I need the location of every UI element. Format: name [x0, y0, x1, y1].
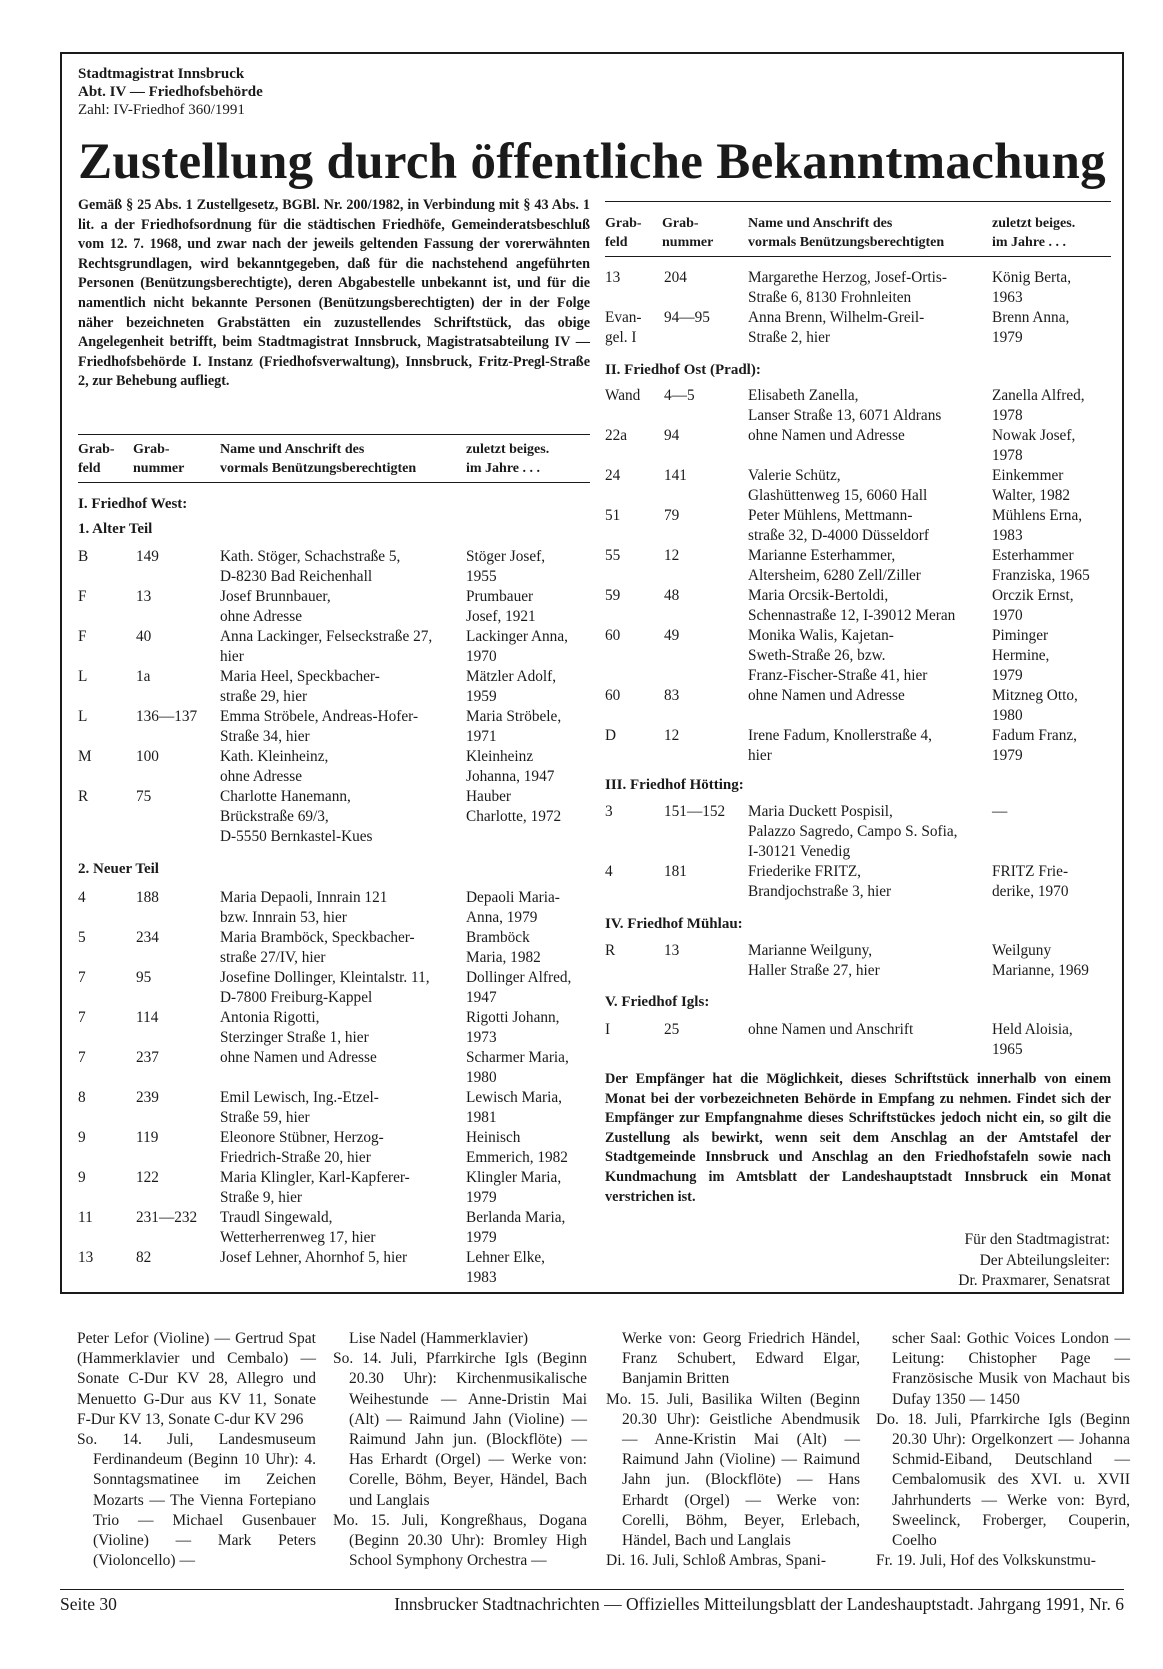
- last-buried: Brenn Anna, 1979: [992, 309, 1070, 346]
- last-buried: Mätzler Adolf, 1959: [466, 668, 557, 705]
- left-table-top-rule: [78, 434, 590, 435]
- holder-name-address: Josef Brunnbauer, ohne Adresse: [220, 588, 331, 625]
- grab-nummer: 75: [136, 788, 152, 805]
- grab-nummer: 239: [136, 1089, 159, 1106]
- last-buried: Bramböck Maria, 1982: [466, 929, 541, 966]
- grab-feld: 60: [605, 687, 621, 704]
- grab-feld: 60: [605, 627, 621, 644]
- grab-nummer: 1a: [136, 668, 151, 685]
- last-buried: Held Aloisia, 1965: [992, 1021, 1073, 1058]
- holder-name-address: Josef Lehner, Ahornhof 5, hier: [220, 1249, 408, 1266]
- last-buried: Heinisch Emmerich, 1982: [466, 1129, 568, 1166]
- subsection-neuer-teil: 2. Neuer Teil: [78, 861, 159, 877]
- grab-nummer: 40: [136, 628, 152, 645]
- holder-name-address: Maria Duckett Pospisil, Palazzo Sagredo, Campo S. Sofia, I-30121 Venedig: [748, 803, 958, 860]
- last-buried: Mitzneg Otto, 1980: [992, 687, 1078, 724]
- right-table-top-rule: [605, 201, 1111, 202]
- last-buried: Dollinger Alfred, 1947: [466, 969, 572, 1006]
- last-buried: König Berta, 1963: [992, 269, 1072, 306]
- holder-name-address: Anna Brenn, Wilhelm-Greil- Straße 2, hier: [748, 309, 925, 346]
- holder-name-address: Eleonore Stübner, Herzog- Friedrich-Straße 20, hier: [220, 1129, 384, 1166]
- last-buried: Einkemmer Walter, 1982: [992, 467, 1071, 504]
- holder-name-address: ohne Namen und Adresse: [748, 687, 905, 704]
- grab-nummer: 94—95: [664, 309, 710, 326]
- grab-nummer: 13: [136, 588, 152, 605]
- last-buried: Lackinger Anna, 1970: [466, 628, 568, 665]
- last-buried: FRITZ Frie- derike, 1970: [992, 863, 1069, 900]
- grab-nummer: 188: [136, 889, 159, 906]
- grab-nummer: 122: [136, 1169, 159, 1186]
- last-buried: Mühlens Erna, 1983: [992, 507, 1083, 544]
- column-paragraph: Mo. 15. Juli, Kongreßhaus, Dogana (Beginn 20.30 Uhr): Bromley High School Symphony Orchestra —: [333, 1511, 587, 1570]
- grab-nummer: 82: [136, 1249, 152, 1266]
- footer-publication-title: Innsbrucker Stadtnachrichten — Offizielles Mitteilungsblatt der Landeshauptstadt. Jahrgang 1991, Nr. 6: [394, 1594, 1124, 1614]
- last-buried: Scharmer Maria, 1980: [466, 1049, 569, 1086]
- grab-nummer: 237: [136, 1049, 159, 1066]
- grab-feld: 9: [78, 1129, 86, 1146]
- grab-feld: 3: [605, 803, 613, 820]
- holder-name-address: Marianne Weilguny, Haller Straße 27, hier: [748, 942, 880, 979]
- grab-feld: 7: [78, 1009, 86, 1026]
- column-paragraph: So. 14. Juli, Pfarrkirche Igls (Beginn 20.30 Uhr): Kirchenmusikalische Weihestunde — Anne-Dristin Mai (Alt) — Raimund Jahn (Violine) — Raimund Jahn jun. (Blockflöte) — Has Erhardt (Orgel) — Werke von: Corelle, Böhm, Beyer, Händel, Bach und Langlais: [333, 1350, 587, 1509]
- last-buried: Piminger Hermine, 1979: [992, 627, 1050, 684]
- holder-name-address: Maria Klingler, Karl-Kapferer- Straße 9, hier: [220, 1169, 410, 1206]
- section-friedhof-ost: II. Friedhof Ost (Pradl):: [605, 362, 761, 378]
- last-buried: Berlanda Maria, 1979: [466, 1209, 566, 1246]
- last-buried: —: [992, 803, 1008, 820]
- holder-name-address: Antonia Rigotti, Sterzinger Straße 1, hier: [220, 1009, 369, 1046]
- section-friedhof-igls: V. Friedhof Igls:: [605, 994, 710, 1010]
- grab-feld: 55: [605, 547, 621, 564]
- last-buried: Klingler Maria, 1979: [466, 1169, 562, 1206]
- right-header-beiges: zuletzt beiges. im Jahre . . .: [992, 216, 1076, 250]
- grab-feld: 59: [605, 587, 621, 604]
- column-paragraph: scher Saal: Gothic Voices London — Leitung: Chistopher Page — Französische Musik von Machaut bis Dufay 1350 — 1450: [892, 1330, 1130, 1408]
- grab-feld: 7: [78, 1049, 86, 1066]
- grab-nummer: 149: [136, 548, 159, 565]
- authority-name: Stadtmagistrat Innsbruck: [78, 66, 245, 82]
- holder-name-address: Anna Lackinger, Felseckstraße 27, hier: [220, 628, 433, 665]
- grab-nummer: 114: [136, 1009, 159, 1026]
- section-friedhof-hoetting: III. Friedhof Hötting:: [605, 777, 744, 793]
- column-paragraph: So. 14. Juli, Landesmuseum Ferdinandeum (Beginn 10 Uhr): 4. Sonntagsmatinee im Zeichen Mozarts — The Vienna Fortepiano Trio — Michael Gusenbauer (Violine) — Mark Peters (Violoncello) —: [77, 1431, 316, 1570]
- grab-nummer: 94: [664, 427, 680, 444]
- grab-feld: F: [78, 628, 87, 645]
- last-buried: Maria Ströbele, 1971: [466, 708, 562, 745]
- grab-nummer: 83: [664, 687, 680, 704]
- holder-name-address: Margarethe Herzog, Josef-Ortis- Straße 6, 8130 Frohnleiten: [748, 269, 947, 306]
- left-header-name: Name und Anschrift des vormals Benützungsberechtigten: [220, 442, 417, 476]
- grab-nummer: 13: [664, 942, 680, 959]
- holder-name-address: Kath. Kleinheinz, ohne Adresse: [220, 748, 329, 785]
- text-column-1: [77, 1329, 316, 1571]
- grab-nummer: 48: [664, 587, 680, 604]
- grab-feld: F: [78, 588, 87, 605]
- last-buried: Prumbauer Josef, 1921: [466, 588, 536, 625]
- grab-feld: M: [78, 748, 92, 765]
- last-buried: Orczik Ernst, 1970: [992, 587, 1074, 624]
- right-header-grabnummer: Grab- nummer: [662, 216, 714, 250]
- grab-nummer: 181: [664, 863, 687, 880]
- holder-name-address: Monika Walis, Kajetan- Sweth-Straße 26, bzw. Franz-Fischer-Straße 41, hier: [748, 627, 928, 684]
- holder-name-address: Kath. Stöger, Schachstraße 5, D-8230 Bad Reichenhall: [220, 548, 401, 585]
- intro-paragraph: Gemäß § 25 Abs. 1 Zustellgesetz, BGBl. Nr. 200/1982, in Verbindung mit § 43 Abs. 1 lit. a der Friedhofsordnung für die städtischen Friedhöfe, Gemeinderatsbeschluß vom 12. 7. 1968, und zwar nach der jeweils geltenden Fassung der vorerwähnten Rechtsgrundlagen, wird bekanntgegeben, daß für die nachstehend angeführten Personen (Benützungsberechtigte), deren Abgabestelle unbekannt ist, und für die namentlich nicht bekannte Personen (Benützungsberechtigten) der in der Folge näher bezeichneten Grabstätten ein zuzustellendes Schriftstück, das obige Angelegenheit betrifft, beim Stadtmagistrat Innsbruck, Magistratsabteilung IV — Friedhofsbehörde I. Instanz (Friedhofsverwaltung), Innsbruck, Fritz-Pregl-Straße 2, zur Behebung aufliegt.: [78, 197, 590, 390]
- grab-nummer: 141: [664, 467, 687, 484]
- grab-feld: 13: [78, 1249, 94, 1266]
- grab-nummer: 204: [664, 269, 687, 286]
- holder-name-address: Josefine Dollinger, Kleintalstr. 11, D-7800 Freiburg-Kappel: [220, 969, 430, 1006]
- holder-name-address: Maria Orcsik-Bertoldi, Schennastraße 12, I-39012 Meran: [748, 587, 956, 624]
- column-paragraph: Do. 18. Juli, Pfarrkirche Igls (Beginn 20.30 Uhr): Orgelkonzert — Johanna Schmid-Eiband, Deutschland — Cembalomusik des XVI. u. XVII Jahrhunderts — Werke von: Byrd, Sweelinck, Froberger, Couperin, Coelho: [876, 1410, 1130, 1550]
- closing-paragraph: Der Empfänger hat die Möglichkeit, dieses Schriftstück innerhalb von einem Monat bei der vorbezeichneten Behörde in Empfang zu nehmen. Findet sich der Empfänger zur Empfangnahme dieses Schriftstückes jedoch nicht ein, so gilt die Zustellung als bewirkt, wenn seit dem Anschlag an der Amtstafel der Stadtgemeinde Innsbruck und Anschlag an den Friedhofstafeln sowie nach Kundmachung im Amtsblatt der Landeshauptstadt Innsbruck ein Monat verstrichen ist.: [605, 1071, 1111, 1205]
- grab-feld: 5: [78, 929, 86, 946]
- department-name: Abt. IV — Friedhofsbehörde: [78, 84, 263, 100]
- right-header-grabfeld: Grab- feld: [605, 216, 642, 250]
- text-column-2: [333, 1329, 587, 1571]
- left-header-grabnummer: Grab- nummer: [133, 442, 185, 476]
- last-buried: Zanella Alfred, 1978: [992, 387, 1085, 424]
- column-paragraph: Peter Lefor (Violine) — Gertrud Spat (Hammerklavier und Cembalo) — Sonate C-Dur KV 28, Allegro und Menuetto G-Dur aus KV 11, Sonate F-Dur KV 13, Sonate C-dur KV 296: [77, 1330, 316, 1428]
- page-title: Zustellung durch öffentliche Bekanntmachung: [78, 134, 1106, 190]
- holder-name-address: Emma Ströbele, Andreas-Hofer- Straße 34, hier: [220, 708, 419, 745]
- grab-feld: 51: [605, 507, 621, 524]
- grab-feld: 22a: [605, 427, 628, 444]
- grab-nummer: 119: [136, 1129, 159, 1146]
- grab-nummer: 49: [664, 627, 680, 644]
- authority-header: [78, 65, 263, 119]
- holder-name-address: Maria Bramböck, Speckbacher- straße 27/IV, hier: [220, 929, 415, 966]
- holder-name-address: Marianne Esterhammer, Altersheim, 6280 Zell/Ziller: [748, 547, 921, 584]
- grab-nummer: 100: [136, 748, 159, 765]
- holder-name-address: Valerie Schütz, Glashüttenweg 15, 6060 Hall: [748, 467, 928, 504]
- signature-line-2: Der Abteilungsleiter:: [979, 1251, 1110, 1269]
- grab-feld: 7: [78, 969, 86, 986]
- signature-block: [760, 1230, 1110, 1292]
- grab-nummer: 12: [664, 727, 680, 744]
- grab-feld: 24: [605, 467, 621, 484]
- last-buried: Stöger Josef, 1955: [466, 548, 546, 585]
- column-paragraph: Lise Nadel (Hammerklavier): [349, 1330, 529, 1347]
- right-table-header-rule: [605, 256, 1111, 257]
- last-buried: Lehner Elke, 1983: [466, 1249, 545, 1286]
- signature-line-1: Für den Stadtmagistrat:: [964, 1231, 1110, 1248]
- last-buried: Fadum Franz, 1979: [992, 727, 1077, 764]
- holder-name-address: Maria Heel, Speckbacher- straße 29, hier: [220, 668, 380, 705]
- column-paragraph: Fr. 19. Juli, Hof des Volkskunstmu-: [876, 1552, 1096, 1570]
- holder-name-address: Traudl Singewald, Wetterherrenweg 17, hier: [220, 1209, 376, 1246]
- grab-feld: Evan- gel. I: [605, 309, 642, 346]
- grab-feld: 4: [605, 863, 613, 880]
- grab-feld: L: [78, 668, 88, 685]
- holder-name-address: Irene Fadum, Knollerstraße 4, hier: [748, 727, 932, 764]
- grab-nummer: 79: [664, 507, 680, 524]
- grab-feld: R: [78, 788, 89, 805]
- last-buried: Esterhammer Franziska, 1965: [992, 547, 1090, 584]
- file-number: Zahl: IV-Friedhof 360/1991: [78, 102, 245, 118]
- text-column-4: [876, 1329, 1130, 1571]
- grab-feld: B: [78, 548, 89, 565]
- left-table-header-rule: [78, 482, 590, 483]
- column-paragraph: Mo. 15. Juli, Basilika Wilten (Beginn 20.30 Uhr): Geistliche Abendmusik — Anne-Kristin Mai (Alt) — Raimund Jahn (Violine) — Raimund Jahn jun. (Blockflöte) — Hans Erhardt (Orgel) — Werke von: Corelli, Böhm, Beyer, Erlebach, Händel, Bach und Langlais: [606, 1390, 860, 1550]
- holder-name-address: Maria Depaoli, Innrain 121 bzw. Innrain 53, hier: [220, 889, 388, 926]
- holder-name-address: Charlotte Hanemann, Brückstraße 69/3, D-5550 Bernkastel-Kues: [220, 788, 373, 845]
- text-column-3: [606, 1329, 860, 1571]
- subsection-alter-teil: 1. Alter Teil: [78, 521, 153, 537]
- holder-name-address: Friederike FRITZ, Brandjochstraße 3, hier: [748, 863, 892, 900]
- grab-feld: 4: [78, 889, 86, 906]
- grab-feld: 11: [78, 1209, 93, 1226]
- last-buried: Nowak Josef, 1978: [992, 427, 1076, 464]
- footer-rule: [60, 1589, 1124, 1590]
- holder-name-address: ohne Namen und Anschrift: [748, 1021, 914, 1038]
- holder-name-address: Peter Mühlens, Mettmann- straße 32, D-4000 Düsseldorf: [748, 507, 929, 544]
- last-buried: Rigotti Johann, 1973: [466, 1009, 560, 1046]
- grab-feld: Wand: [605, 387, 641, 404]
- grab-nummer: 25: [664, 1021, 680, 1038]
- holder-name-address: ohne Namen und Adresse: [748, 427, 905, 444]
- grab-nummer: 136—137: [136, 708, 198, 725]
- section-friedhof-west: I. Friedhof West:: [78, 496, 188, 512]
- grab-nummer: 4—5: [664, 387, 695, 404]
- holder-name-address: Elisabeth Zanella, Lanser Straße 13, 6071 Aldrans: [748, 387, 942, 424]
- grab-feld: R: [605, 942, 616, 959]
- left-header-grabfeld: Grab- feld: [78, 442, 115, 476]
- signature-line-3: Dr. Praxmarer, Senatsrat: [958, 1272, 1110, 1289]
- section-friedhof-muehlau: IV. Friedhof Mühlau:: [605, 916, 743, 932]
- grab-feld: D: [605, 727, 617, 744]
- last-buried: Hauber Charlotte, 1972: [466, 788, 562, 825]
- column-paragraph: Di. 16. Juli, Schloß Ambras, Spani-: [606, 1552, 827, 1570]
- holder-name-address: ohne Namen und Adresse: [220, 1049, 377, 1066]
- last-buried: Depaoli Maria- Anna, 1979: [466, 889, 560, 926]
- holder-name-address: Emil Lewisch, Ing.-Etzel- Straße 59, hier: [220, 1089, 379, 1126]
- grab-nummer: 12: [664, 547, 680, 564]
- grab-nummer: 231—232: [136, 1209, 198, 1226]
- last-buried: Lewisch Maria, 1981: [466, 1089, 562, 1126]
- left-header-beiges: zuletzt beiges. im Jahre . . .: [466, 442, 550, 476]
- right-header-name: Name und Anschrift des vormals Benützungsberechtigten: [748, 216, 945, 250]
- last-buried: Kleinheinz Johanna, 1947: [466, 748, 555, 785]
- grab-nummer: 234: [136, 929, 159, 946]
- grab-nummer: 95: [136, 969, 152, 986]
- grab-nummer: 151—152: [664, 803, 726, 820]
- page-number: Seite 30: [60, 1594, 117, 1614]
- grab-feld: 8: [78, 1089, 86, 1106]
- grab-feld: 13: [605, 269, 621, 286]
- grab-feld: L: [78, 708, 88, 725]
- grab-feld: 9: [78, 1169, 86, 1186]
- column-paragraph: Werke von: Georg Friedrich Händel, Franz Schubert, Edward Elgar, Banjamin Britten: [622, 1330, 860, 1388]
- grab-feld: I: [605, 1021, 611, 1038]
- last-buried: Weilguny Marianne, 1969: [992, 942, 1089, 979]
